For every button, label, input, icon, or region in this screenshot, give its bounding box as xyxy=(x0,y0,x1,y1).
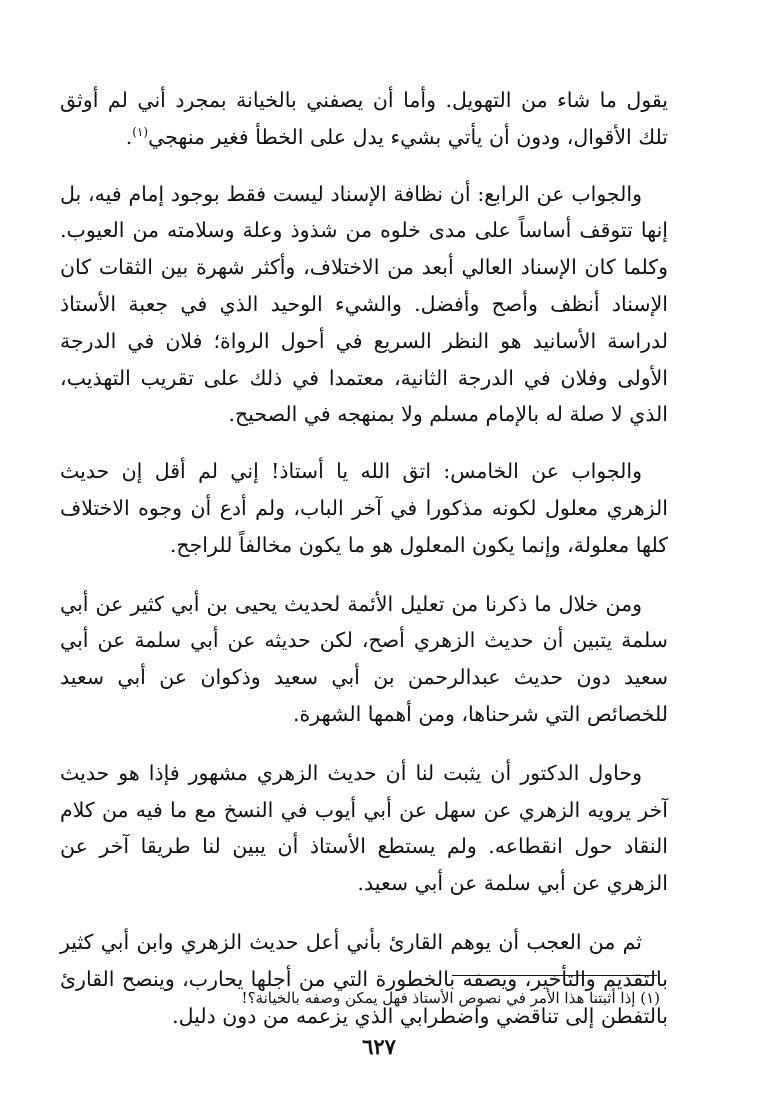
paragraph-6: ثم من العجب أن يوهم القارئ بأني أعل حديث الزهري وابن أبي كثير بالتقديم والتأخير، ويصفه بالخطورة التي من أجلها يحارب، وينصح القارئ بالتفطن إلى تناقضي واضطرابي الذي يزعمه من دون دليل. xyxy=(60,929,668,1028)
paragraph-1-text: يقول ما شاء من التهويل. وأما أن يصفني بالخيانة بمجرد أني لم أوثق تلك الأقوال، ودون أن يأتي بشيء يدل على الخطأ فغير منهجي xyxy=(60,88,668,149)
paragraph-1-end: . xyxy=(125,124,133,149)
paragraph-2: والجواب عن الرابع: أن نظافة الإسناد ليست فقط بوجود إمام فيه، بل إنها تتوقف أساساً على مدى خلوه من شذوذ وعلة وسلامته من العيوب. وكلما كان الإسناد العالي أبعد من الاختلاف، وأكثر شهرة بين الثقات كان الإسناد أنظف وأصح وأفضل. والشيء الوحيد الذي في جعبة الأستاذ لدراسة الأسانيد هو النظر السريع في أحول الرواة؛ فلان في الدرجة الأولى وفلان في الدرجة الثانية، معتمدا في ذلك على تقريب التهذيب، الذي لا صلة له بالإمام مسلم ولا بمنهجه في الصحيح. xyxy=(60,181,668,427)
main-text xyxy=(60,82,668,1056)
footnote-marker: (١) xyxy=(640,989,660,1007)
paragraph-1 xyxy=(60,82,668,156)
paragraph-5: وحاول الدكتور أن يثبت لنا أن حديث الزهري مشهور فإذا هو حديث آخر يرويه الزهري عن سهل عن أبي أيوب في النسخ مع ما فيه من كلام النقاد حول انقطاعه. ولم يستطع الأستاذ أن يبين لنا طريقا آخر عن الزهري عن أبي سلمة عن أبي سعيد. xyxy=(60,760,668,896)
paragraph-4: ومن خلال ما ذكرنا من تعليل الأئمة لحديث يحيى بن أبي كثير عن أبي سلمة يتبين أن حديث الزهري أصح، لكن حديثه عن أبي سلمة عن أبي سعيد دون حديث عبدالرحمن بن أبي سعيد وذكوان عن أبي سعيد للخصائص التي شرحناها، ومن أهمها الشهرة. xyxy=(60,591,668,726)
footnote-text: إذا أثبتنا هذا الأمر في نصوص الأستاذ فهل يمكن وصفه بالخيانة؟! xyxy=(241,989,636,1007)
paragraph-3: والجواب عن الخامس: اتق الله يا أستاذ! إني لم أقل إن حديث الزهري معلول لكونه مذكورا في آخر الباب، ولم أدع أن وجوه الاختلاف كلها معلولة، وإنما يكون المعلول هو ما يكون مخالفاً للراجح. xyxy=(60,459,668,557)
footnote xyxy=(120,987,660,1009)
footnote-separator xyxy=(452,975,657,976)
page-number: ٦٢٧ xyxy=(362,1034,396,1059)
footnote-reference[interactable]: (١) xyxy=(132,124,149,139)
